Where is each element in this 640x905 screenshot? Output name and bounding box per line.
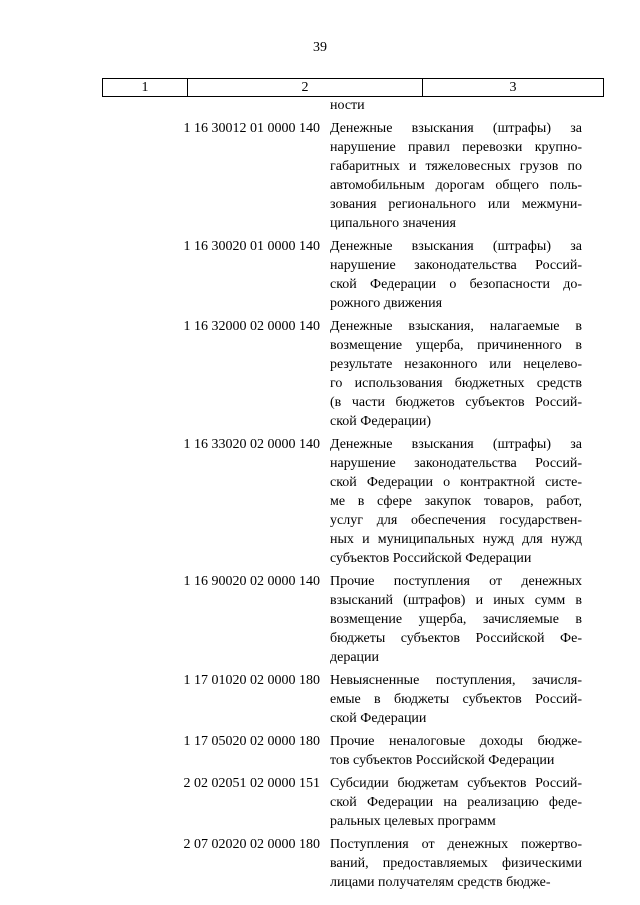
description-line: зования регионального или межмуни-: [330, 197, 582, 212]
description-line: рожного движения: [330, 296, 443, 311]
description-line: ской Федерации: [330, 711, 427, 726]
header-col-1: 1: [103, 79, 188, 96]
description-line: габаритных и тяжеловесных грузов по: [330, 159, 582, 174]
code-cell: 1 16 32000 02 0000 140: [183, 319, 320, 334]
code-cell: [0, 96, 330, 115]
description-line: ности: [330, 98, 365, 113]
description-line: ваний, предоставляемых физическими: [330, 856, 582, 871]
description-line: Прочие неналоговые доходы бюдже-: [330, 734, 582, 749]
description-line: автомобильным дорогам общего поль-: [330, 178, 582, 193]
code-cell: 1 16 30020 01 0000 140: [183, 239, 320, 254]
description-line: ской Федерации на реализацию феде-: [330, 795, 582, 810]
description-line: нарушение правил перевозки крупно-: [330, 140, 582, 155]
description-line: Поступления от денежных пожертво-: [330, 837, 582, 852]
description-line: услуг для обеспечения государствен-: [330, 513, 582, 528]
header-col-2: 2: [188, 79, 423, 96]
description-line: Денежные взыскания, налагаемые в: [330, 319, 582, 334]
table-header: [102, 78, 604, 97]
description-line: ской Федерации о контрактной систе-: [330, 475, 582, 490]
code-cell: 1 16 30012 01 0000 140: [183, 121, 320, 136]
code-cell: 1 16 33020 02 0000 140: [183, 437, 320, 452]
description-line: Денежные взыскания (штрафы) за: [330, 437, 582, 452]
table-body: [0, 96, 640, 896]
description-line: возмещение ущерба, зачисляемые в: [330, 612, 582, 627]
code-cell: 2 07 02020 02 0000 180: [183, 837, 320, 852]
description-cell: [330, 572, 582, 667]
description-line: ных и муниципальных нужд для нужд: [330, 532, 582, 547]
description-line: взысканий (штрафов) и иных сумм в: [330, 593, 582, 608]
code-cell: 1 16 90020 02 0000 140: [183, 574, 320, 589]
description-line: бюджеты субъектов Российской Фе-: [330, 631, 582, 646]
description-cell: [330, 317, 582, 431]
table-row: [0, 317, 640, 431]
description-line: Прочие поступления от денежных: [330, 574, 582, 589]
description-line: Невыясненные поступления, зачисля-: [330, 673, 582, 688]
table-row: [0, 671, 640, 728]
table-row: [0, 774, 640, 831]
description-line: Денежные взыскания (штрафы) за: [330, 121, 582, 136]
description-line: субъектов Российской Федерации: [330, 551, 532, 566]
table-row: [0, 435, 640, 568]
description-line: ральных целевых программ: [330, 814, 496, 829]
code-cell: 2 02 02051 02 0000 151: [183, 776, 320, 791]
description-cell: [330, 119, 582, 233]
description-line: емые в бюджеты субъектов Россий-: [330, 692, 582, 707]
description-line: лицами получателям средств бюдже-: [330, 875, 551, 890]
description-cell: [330, 774, 582, 831]
description-cell: [330, 835, 582, 892]
table-row: [0, 835, 640, 892]
code-cell: 1 17 01020 02 0000 180: [183, 673, 320, 688]
description-cell: [330, 671, 582, 728]
table-row: [0, 732, 640, 770]
description-line: ской Федерации о безопасности до-: [330, 277, 582, 292]
description-line: (в части бюджетов субъектов Россий-: [330, 395, 582, 410]
description-line: тов субъектов Российской Федерации: [330, 753, 555, 768]
table-row: [0, 119, 640, 233]
description-line: ской Федерации): [330, 414, 432, 429]
description-line: Денежные взыскания (штрафы) за: [330, 239, 582, 254]
description-line: Субсидии бюджетам субъектов Россий-: [330, 776, 582, 791]
header-col-3: 3: [509, 80, 517, 95]
description-line: возмещение ущерба, причиненного в: [330, 338, 582, 353]
continuation-row: [0, 96, 640, 115]
description-line: нарушение законодательства Россий-: [330, 456, 582, 471]
description-line: ме в сфере закупок товаров, работ,: [330, 494, 582, 509]
table-row: [0, 572, 640, 667]
description-cell: [330, 732, 582, 770]
description-line: дерации: [330, 650, 380, 665]
description-line: результате незаконного или нецелево-: [330, 357, 582, 372]
page-number: 39: [313, 40, 327, 55]
description-cell: [330, 96, 582, 115]
description-line: нарушение законодательства Россий-: [330, 258, 582, 273]
description-line: ципального значения: [330, 216, 456, 231]
description-line: го использования бюджетных средств: [330, 376, 582, 391]
description-cell: [330, 435, 582, 568]
table-row: [0, 237, 640, 313]
code-cell: 1 17 05020 02 0000 180: [183, 734, 320, 749]
description-cell: [330, 237, 582, 313]
